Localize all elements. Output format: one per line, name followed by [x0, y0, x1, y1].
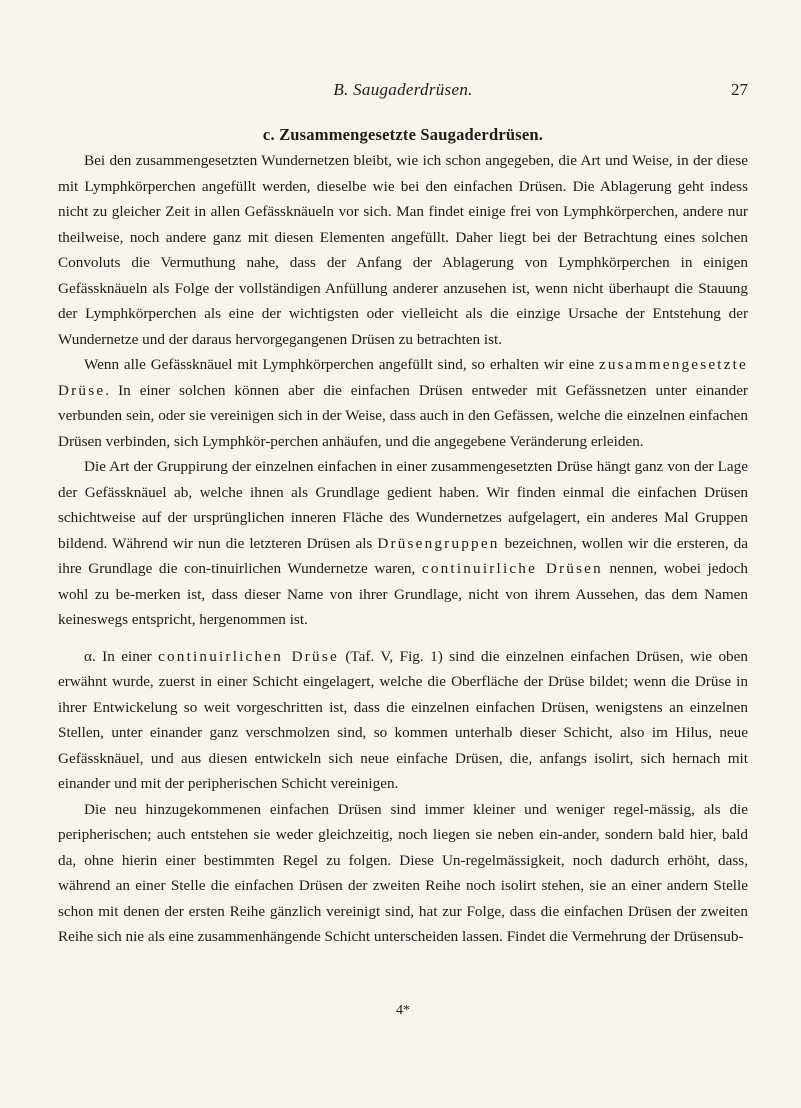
running-head	[58, 80, 748, 106]
paragraph-text: Wenn alle Gefässknäuel mit Lymphkörperchen angefüllt sind, so erhalten wir eine	[84, 356, 599, 373]
emphasized-term: zusammengesetzte Drüse	[58, 356, 748, 399]
paragraph-text: nennen, wobei jedoch wohl zu be-merken ist, dass dieser Name von ihrer Grundlage, nicht von ihrem Aussehen, das dem Namen keineswegs entspricht, hergenommen ist.	[58, 560, 748, 628]
page-number: 27	[731, 80, 748, 99]
emphasized-term: continuirlichen Drüse	[158, 647, 339, 665]
paragraph-text: α. In einer	[84, 647, 159, 665]
running-title: B. Saugaderdrüsen.	[333, 80, 473, 99]
paragraph	[58, 454, 748, 633]
emphasized-term: Drüsengruppen	[377, 534, 500, 552]
signature-mark: 4*	[396, 1003, 410, 1018]
paragraph-text: (Taf. V, Fig. 1) sind die einzelnen einfachen Drüsen, wie oben erwähnt wurde, zuerst in einer Schicht eingelagert, welche die Oberfläche der Drüse bildet; wenn die Drüse in ihrer Entwickelung so weit vorgeschritten ist, dass die einzelnen einfachen Drüsen, wenigstens an einzelnen Stellen, unter einander ganz verschmolzen sind, so kommen unterhalb dieser Schicht, also im Hilus, neue Gefässknäuel, und aus diesen entwickeln sich neue einfache Drüsen, die, anfangs isolirt, sich hernach mit einander und mit der peripherischen Schicht vereinigen.	[58, 647, 748, 792]
paragraph-text: Die neu hinzugekommenen einfachen Drüsen sind immer kleiner und weniger regel-mässig, als die peripherischen; auch entstehen sie weder gleichzeitig, noch liegen sie neben ein-ander, sondern bald hier, bald da, ohne hierin einer bestimmten Regel zu folgen. Diese Un-regelmässigkeit, noch dadurch erhöht, dass, während an einer Stelle die einfachen Drüsen der zweiten Reihe noch isolirt stehen, sie an einer andern Stelle schon mit denen der ersten Reihe gänzlich vereinigt sind, hat zur Folge, dass die einfachen Drüsen der zweiten Reihe sich nie als eine zusammenhängende Schicht unterscheiden lassen. Findet die Vermehrung der Drüsensub-	[58, 800, 748, 945]
paragraph	[58, 644, 748, 797]
paragraph-text: Bei den zusammengesetzten Wundernetzen bleibt, wie ich schon angegeben, die Art und Weise, in der diese mit Lymphkörperchen angefüllt werden, dieselbe wie bei den einfachen Drüsen. Die Ablagerung geht indess nicht zu gleicher Zeit in allen Gefässknäueln vor sich. Man findet einige frei von Lymphkörperchen, andere nur theilweise, noch andere ganz mit diesen Elementen angefüllt. Daher liegt bei der Betrachtung eines solchen Convoluts die Vermuthung nahe, dass der Anfang der Ablagerung von Lymphkörperchen in einigen Gefässknäueln als Folge der vollständigen Anfüllung anderer anzusehen ist, wenn nicht überhaupt die Stauung der Lymphkörperchen als eine der wichtigsten oder vielleicht als die einzige Ursache der Entstehung der Wundernetze und der daraus hervorgegangenen Drüsen zu betrachten ist.	[58, 152, 748, 348]
section-heading: c. Zusammengesetzte Saugaderdrüsen.	[262, 125, 544, 144]
paragraph	[58, 352, 748, 454]
paragraph-text: bezeichnen, wollen wir die ersteren, da ihre Grundlage die con-tinuirlichen Wundernetze waren,	[58, 534, 748, 577]
paragraph	[58, 797, 748, 950]
body-text	[58, 148, 748, 950]
paragraph-text: Die Art der Gruppirung der einzelnen einfachen in einer zusammengesetzten Drüse hängt ganz von der Lage der Gefässknäuel ab, welche ihnen als Grundlage gedient haben. Wir finden einmal die einfachen Drüsen schichtweise auf der ursprünglichen inneren Fläche des Wundernetzes aufgelagert, ein anderes Mal Gruppen bildend. Während wir nun die letzteren Drüsen als	[58, 458, 748, 552]
emphasized-term: continuirliche Drüsen	[421, 560, 603, 577]
paragraph-text: . In einer solchen können aber die einfachen Drüsen entweder mit Gefässnetzen unter einander verbunden sein, oder sie vereinigen sich in der Weise, dass auch in den Gefässen, welche die einzelnen einfachen Drüsen verbinden, sich Lymphkör-perchen anhäufen, und die angegebene Veränderung erleiden.	[58, 381, 748, 450]
paragraph	[58, 148, 748, 352]
